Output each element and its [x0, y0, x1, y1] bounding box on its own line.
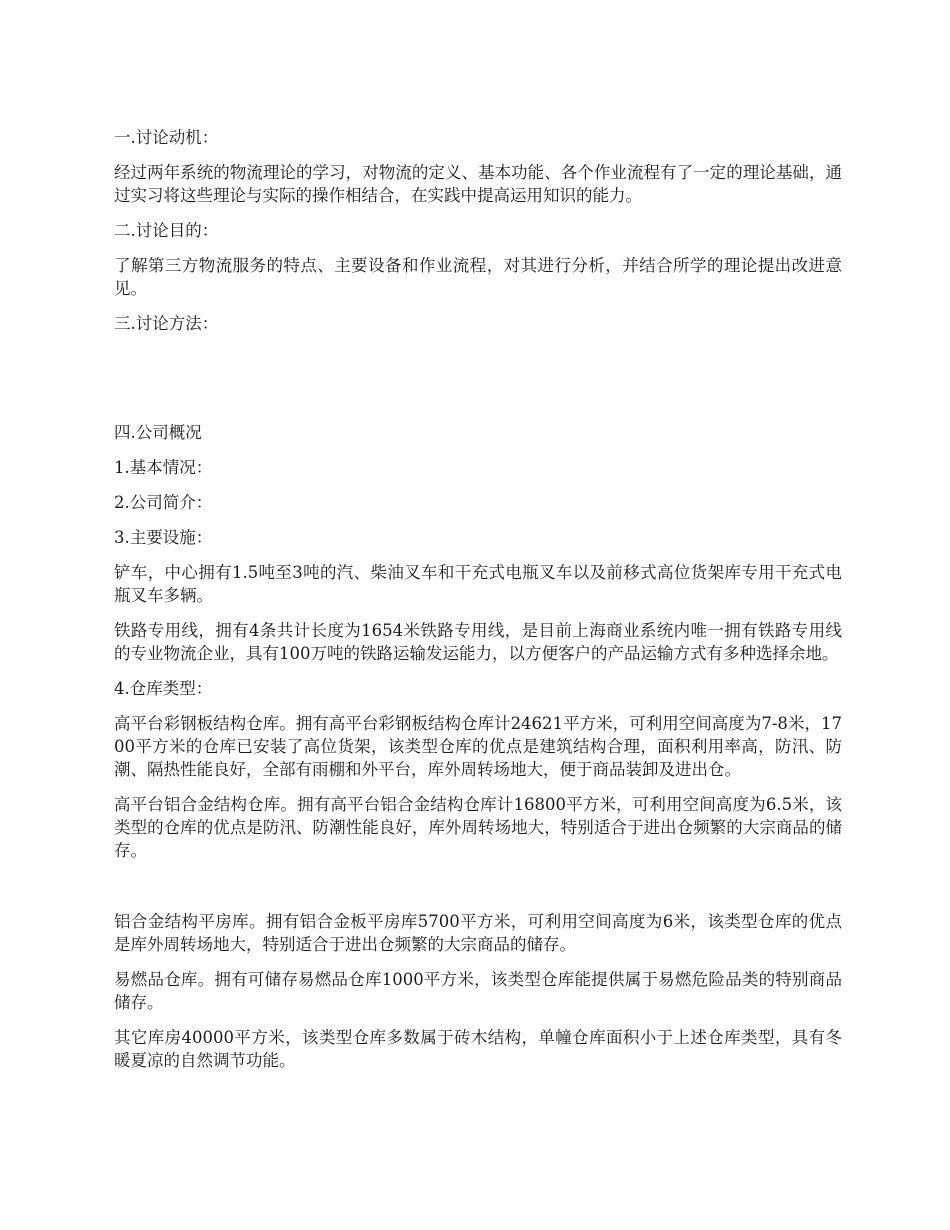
paragraph-railway: 铁路专用线，拥有4条共计长度为1654米铁路专用线，是目前上海商业系统内唯一拥有铁路专用线的专业物流企业，具有100万吨的铁路运输发运能力，以方便客户的产品运输方式有多种选择余地。	[114, 621, 842, 663]
paragraph-motivation: 经过两年系统的物流理论的学习，对物流的定义、基本功能、各个作业流程有了一定的理论基础，通过实习将这些理论与实际的操作相结合，在实践中提高运用知识的能力。	[114, 163, 842, 205]
subheading-basic-info: 1.基本情况：	[114, 458, 213, 477]
subheading-warehouse-types: 4.仓库类型：	[114, 679, 213, 698]
subheading-company-intro: 2.公司简介：	[114, 493, 213, 512]
blank-space	[114, 347, 842, 421]
paragraph-other-warehouses: 其它库房40000平方米，该类型仓库多数属于砖木结构，单幢仓库面积小于上述仓库类型，具有冬暖夏凉的自然调节功能。	[114, 1028, 842, 1070]
document-page	[114, 126, 842, 1084]
subheading-main-facilities: 3.主要设施：	[114, 528, 213, 547]
heading-company-overview: 四.公司概况	[114, 423, 202, 442]
heading-method: 三.讨论方法：	[114, 314, 219, 333]
paragraph-forklifts: 铲车，中心拥有1.5吨至3吨的汽、柴油叉车和干充式电瓶叉车以及前移式高位货架库专用干充式电瓶叉车多辆。	[114, 563, 842, 605]
paragraph-purpose: 了解第三方物流服务的特点、主要设备和作业流程，对其进行分析，并结合所学的理论提出改进意见。	[114, 256, 842, 298]
paragraph-aluminum-warehouse: 高平台铝合金结构仓库。拥有高平台铝合金结构仓库计16800平方米，可利用空间高度为6.5米，该类型的仓库的优点是防汛、防潮性能良好，库外周转场地大，特别适合于进出仓频繁的大宗商品的储存。	[114, 795, 842, 860]
paragraph-flammable-warehouse: 易燃品仓库。拥有可储存易燃品仓库1000平方米，该类型仓库能提供属于易燃危险品类的特别商品储存。	[114, 970, 842, 1012]
heading-purpose: 二.讨论目的：	[114, 221, 219, 240]
paragraph-aluminum-bungalow: 铝合金结构平房库。拥有铝合金板平房库5700平方米，可利用空间高度为6米，该类型仓库的优点是库外周转场地大，特别适合于进出仓频繁的大宗商品的储存。	[114, 912, 842, 954]
heading-motivation: 一.讨论动机：	[114, 128, 219, 147]
blank-space	[114, 874, 842, 910]
paragraph-steel-warehouse: 高平台彩钢板结构仓库。拥有高平台彩钢板结构仓库计24621平方米，可利用空间高度为7-8米，1700平方米的仓库已安装了高位货架，该类型仓库的优点是建筑结构合理，面积利用率高，防汛、防潮、隔热性能良好，全部有雨棚和外平台，库外周转场地大，便于商品装卸及进出仓。	[114, 714, 842, 779]
